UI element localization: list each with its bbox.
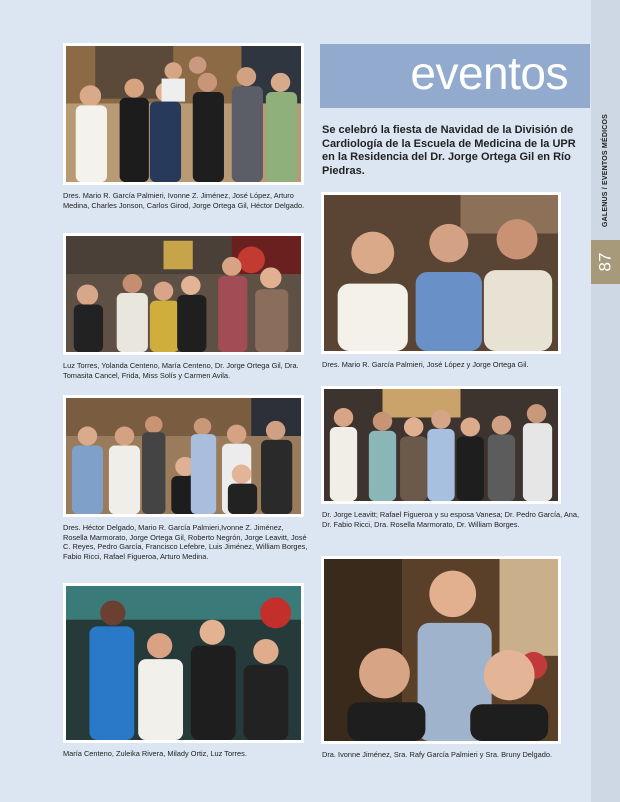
sidebar-section-text: GALENUS / EVENTOS MÉDICOS [601, 113, 609, 227]
photo-couples-group [321, 386, 561, 504]
section-banner [320, 44, 590, 108]
caption-photo-7: Dra. Ivonne Jiménez, Sra. Rafy García Palmieri y Sra. Bruny Delgado. [322, 750, 553, 759]
section-title: eventos [410, 47, 568, 99]
caption-photo-3: Dres. Héctor Delgado, Mario R. García Palmieri,Ivonne Z. Jiménez, Rosella Marmorato, Jorge Ortega Gil, Roberto Negrón, Jorge Leavitt, José C. Reyes, Pedro García, Francisco Lefebre, Luis Jiménez, William Borges, Fabio Ricci, Rafael Figueroa, Arturo Medina. [63, 523, 308, 561]
caption-photo-2: Luz Torres, Yolanda Centeno, María Centeno, Dr. Jorge Ortega Gil, Dra. Tomasita Cancel, Frida, Miss Solís y Carmen Avila. [63, 361, 299, 380]
caption-photo-4: María Centeno, Zuleika Rivera, Milady Ortiz, Luz Torres. [63, 749, 247, 758]
page-number [591, 240, 620, 284]
photo-group-women-host [63, 233, 304, 355]
photo-three-doctors [321, 192, 561, 354]
photo-three-women [321, 556, 561, 744]
caption-photo-6: Dr. Jorge Leavitt; Rafael Figueroa y su esposa Vanesa; Dr. Pedro García, Ana, Dr. Fabio Ricci, Dra. Rosella Marmorato, Dr. William Borges. [322, 510, 580, 529]
caption-photo-1: Dres. Mario R. García Palmieri, Ivonne Z. Jiménez, José López, Arturo Medina, Charles Jonson, Carlos Girod, Jorge Ortega Gil, Héctor Delgado. [63, 191, 305, 210]
article-headline: Se celebró la fiesta de Navidad de la División de Cardiología de la Escuela de Medicina de la UPR en la Residencia del Dr. Jorge Ortega Gil en Río Piedras. [322, 124, 576, 177]
photo-large-group [63, 395, 304, 517]
sidebar-section-label [593, 90, 617, 250]
caption-photo-5: Dres. Mario R. García Palmieri, José López y Jorge Ortega Gil. [322, 360, 529, 369]
photo-group-doctors [63, 43, 304, 185]
photo-four-women [63, 583, 304, 743]
page-number-text: 87 [595, 252, 615, 272]
